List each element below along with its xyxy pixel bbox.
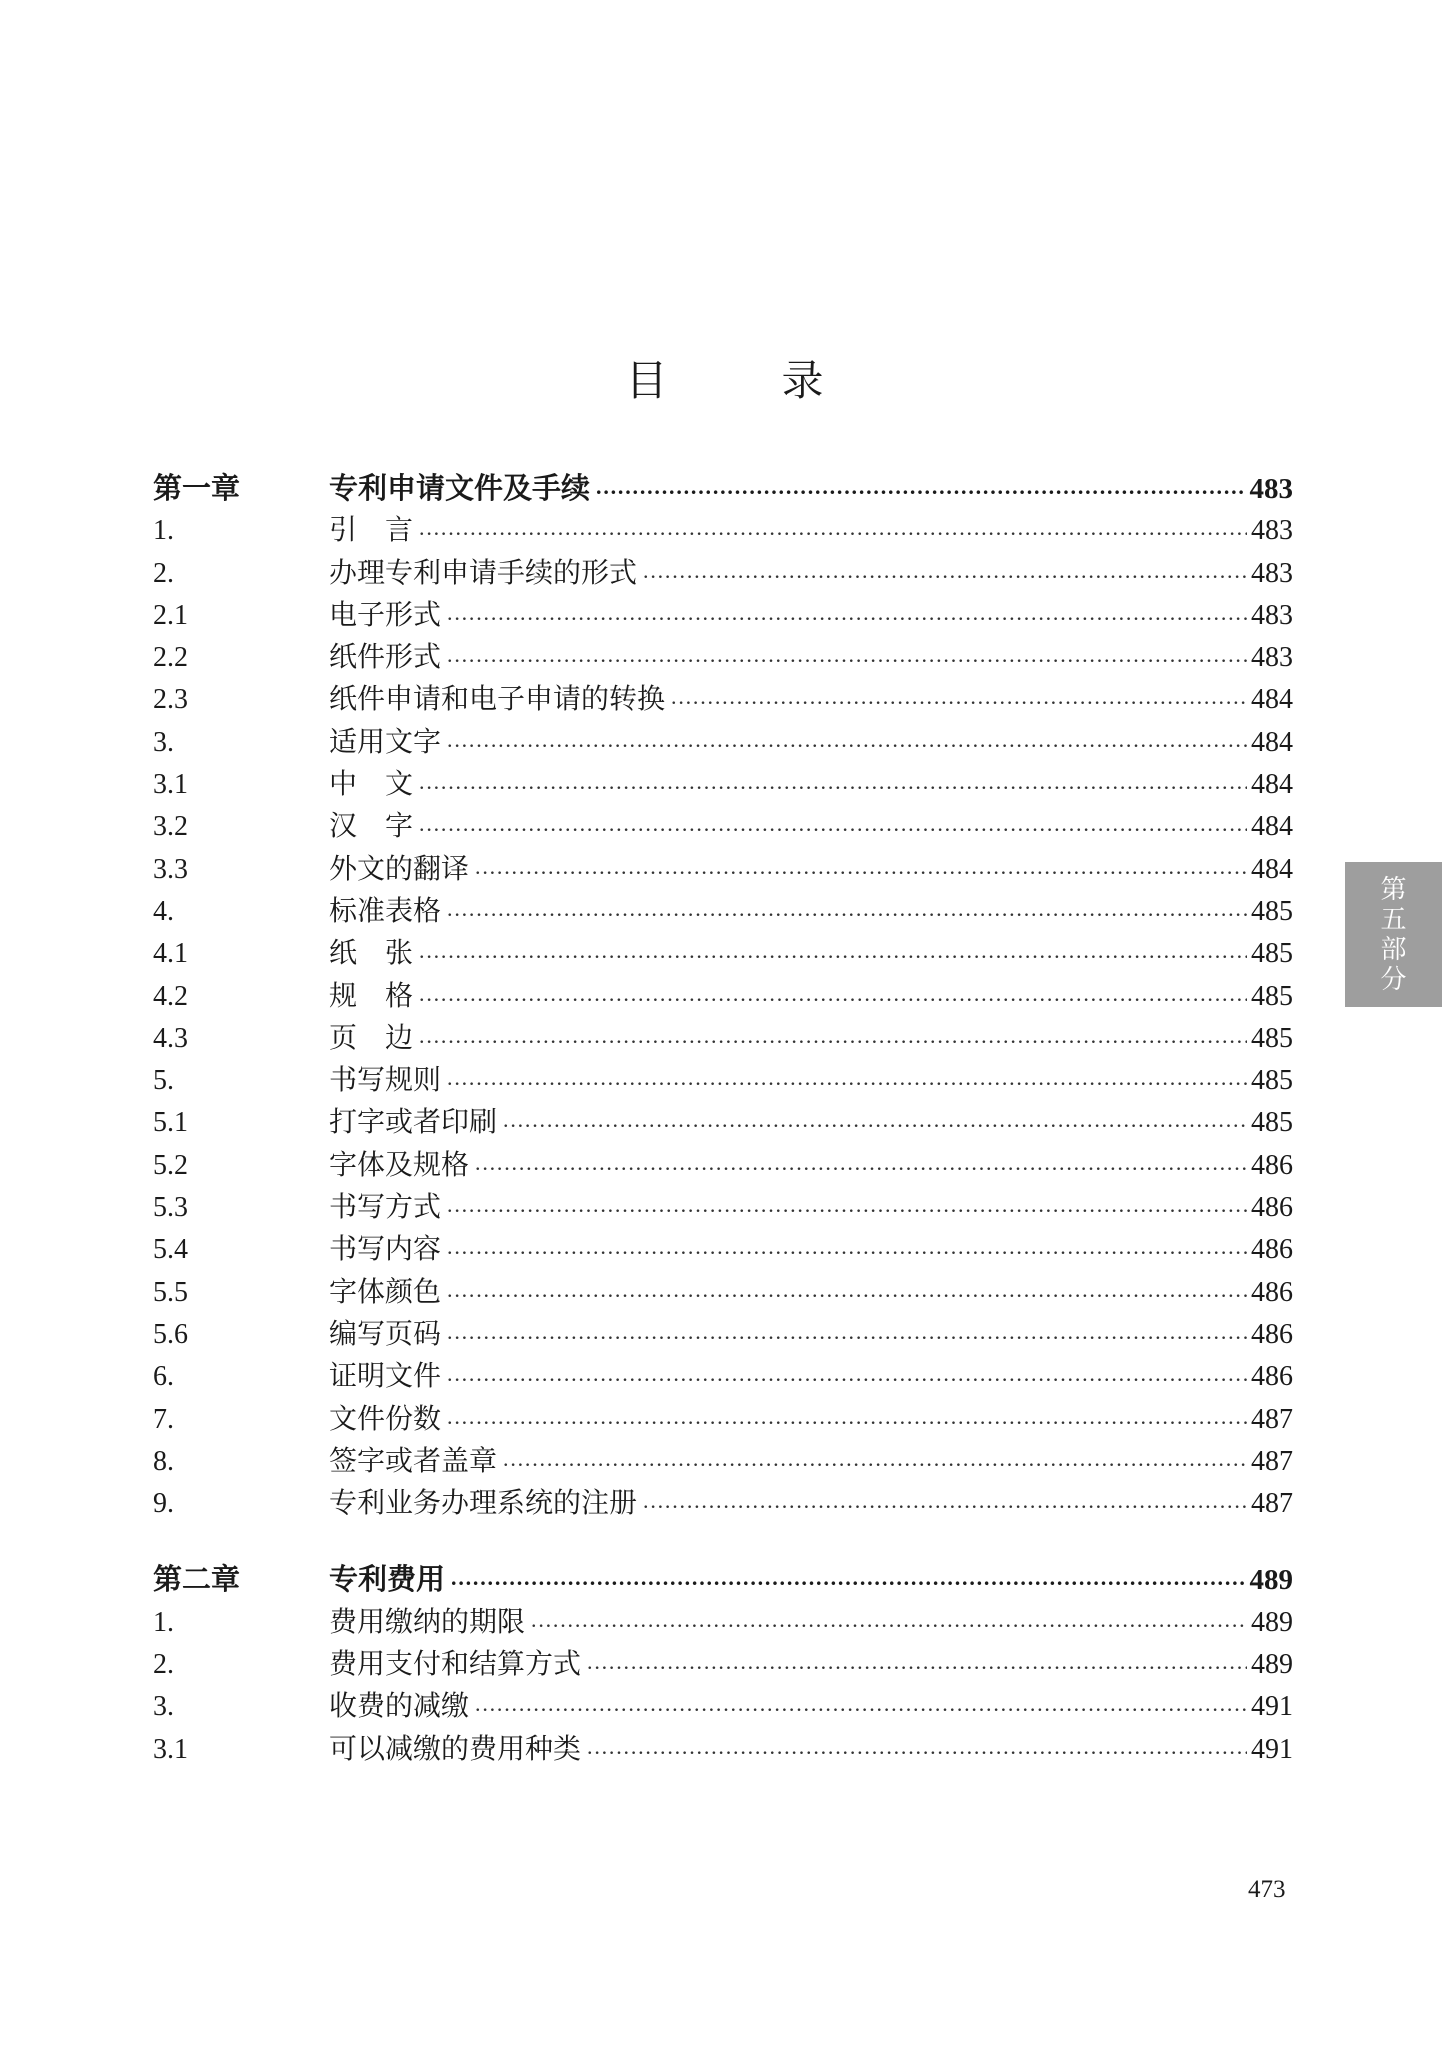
toc-entry-row xyxy=(153,1644,1293,1686)
toc-entry-row xyxy=(153,1686,1293,1728)
entry-page-number: 485 xyxy=(1251,1065,1293,1097)
entry-page-number: 486 xyxy=(1251,1361,1293,1393)
entry-number: 5.5 xyxy=(153,1276,188,1308)
dot-leader xyxy=(643,1484,1247,1512)
dot-leader xyxy=(419,1019,1247,1047)
entry-page-number: 486 xyxy=(1251,1234,1293,1266)
toc-entry-row xyxy=(153,1314,1293,1356)
dot-leader xyxy=(447,596,1247,624)
entry-title: 书写规则 xyxy=(329,1065,442,1097)
toc-entry-row xyxy=(153,722,1293,764)
entry-title: 字体颜色 xyxy=(329,1276,442,1308)
entry-page-number: 486 xyxy=(1251,1318,1293,1350)
entry-title: 书写内容 xyxy=(329,1234,442,1266)
entry-number: 5.6 xyxy=(153,1318,188,1350)
entry-title: 收费的减缴 xyxy=(329,1691,470,1723)
toc-entry-row xyxy=(153,764,1293,806)
entry-number: 3.3 xyxy=(153,853,188,885)
toc-entry-row xyxy=(153,806,1293,848)
dot-leader xyxy=(419,934,1247,962)
side-tab-char: 部 xyxy=(1380,934,1407,965)
dot-leader xyxy=(531,1603,1247,1631)
entry-page-number: 487 xyxy=(1251,1488,1293,1520)
entry-page-number: 485 xyxy=(1251,1107,1293,1139)
dot-leader xyxy=(419,977,1247,1005)
chapter-page-number: 489 xyxy=(1249,1564,1293,1597)
entry-number: 7. xyxy=(153,1403,174,1435)
table-of-contents xyxy=(153,468,1293,1805)
dot-leader xyxy=(447,1315,1247,1343)
entry-page-number: 484 xyxy=(1251,853,1293,885)
toc-entry-row xyxy=(153,1399,1293,1441)
dot-leader xyxy=(503,1103,1247,1131)
dot-leader xyxy=(447,1357,1247,1385)
dot-leader xyxy=(447,1188,1247,1216)
toc-entry-row xyxy=(153,595,1293,637)
entry-number: 3. xyxy=(153,1691,174,1723)
page-number: 473 xyxy=(1248,1876,1286,1903)
entry-number: 1. xyxy=(153,1606,174,1638)
entry-title: 打字或者印刷 xyxy=(329,1107,498,1139)
entry-page-number: 486 xyxy=(1251,1276,1293,1308)
entry-title: 纸件形式 xyxy=(329,642,442,674)
side-tab-char: 五 xyxy=(1380,904,1407,935)
toc-chapter-row xyxy=(153,468,1293,510)
entry-number: 3.1 xyxy=(153,1733,188,1765)
entry-number: 8. xyxy=(153,1445,174,1477)
dot-leader xyxy=(447,1230,1247,1258)
dot-leader xyxy=(503,1442,1247,1470)
entry-number: 2. xyxy=(153,1649,174,1681)
entry-number: 5.1 xyxy=(153,1107,188,1139)
entry-title: 证明文件 xyxy=(329,1361,442,1393)
toc-entry-row xyxy=(153,1602,1293,1644)
entry-number: 4.2 xyxy=(153,980,188,1012)
entry-page-number: 483 xyxy=(1251,515,1293,547)
entry-number: 5. xyxy=(153,1065,174,1097)
dot-leader xyxy=(447,892,1247,920)
dot-leader xyxy=(475,1687,1247,1715)
entry-number: 2.1 xyxy=(153,599,188,631)
entry-title: 页 边 xyxy=(329,1022,414,1054)
entry-page-number: 484 xyxy=(1251,684,1293,716)
toc-section xyxy=(153,468,1293,1525)
entry-page-number: 489 xyxy=(1251,1649,1293,1681)
entry-title: 规 格 xyxy=(329,980,414,1012)
entry-number: 3. xyxy=(153,726,174,758)
entry-title: 标准表格 xyxy=(329,895,442,927)
entry-number: 3.2 xyxy=(153,811,188,843)
section-side-tab xyxy=(1345,862,1442,1007)
dot-leader xyxy=(596,469,1245,498)
entry-number: 2.2 xyxy=(153,642,188,674)
entry-title: 纸 张 xyxy=(329,938,414,970)
entry-number: 3.1 xyxy=(153,769,188,801)
chapter-number: 第一章 xyxy=(153,473,241,505)
entry-number: 4. xyxy=(153,895,174,927)
toc-entry-row xyxy=(153,891,1293,933)
toc-entry-row xyxy=(153,1102,1293,1144)
toc-entry-row xyxy=(153,849,1293,891)
toc-entry-row xyxy=(153,976,1293,1018)
entry-page-number: 483 xyxy=(1251,557,1293,589)
entry-title: 书写方式 xyxy=(329,1192,442,1224)
entry-number: 5.3 xyxy=(153,1192,188,1224)
entry-title: 汉 字 xyxy=(329,811,414,843)
side-tab-char: 第 xyxy=(1380,874,1407,905)
entry-number: 4.1 xyxy=(153,938,188,970)
toc-entry-row xyxy=(153,1060,1293,1102)
entry-page-number: 484 xyxy=(1251,726,1293,758)
entry-page-number: 484 xyxy=(1251,769,1293,801)
toc-entry-row xyxy=(153,1187,1293,1229)
entry-title: 适用文字 xyxy=(329,726,442,758)
entry-page-number: 485 xyxy=(1251,980,1293,1012)
entry-number: 2.3 xyxy=(153,684,188,716)
toc-entry-row xyxy=(153,1272,1293,1314)
entry-number: 5.4 xyxy=(153,1234,188,1266)
entry-page-number: 489 xyxy=(1251,1606,1293,1638)
entry-title: 费用缴纳的期限 xyxy=(329,1606,526,1638)
entry-number: 5.2 xyxy=(153,1149,188,1181)
toc-entry-row xyxy=(153,553,1293,595)
entry-page-number: 486 xyxy=(1251,1192,1293,1224)
entry-number: 1. xyxy=(153,515,174,547)
dot-leader xyxy=(643,554,1247,582)
dot-leader xyxy=(447,1061,1247,1089)
entry-page-number: 485 xyxy=(1251,895,1293,927)
chapter-number: 第二章 xyxy=(153,1564,241,1597)
toc-entry-row xyxy=(153,1018,1293,1060)
entry-page-number: 485 xyxy=(1251,1022,1293,1054)
toc-chapter-row xyxy=(153,1559,1293,1601)
toc-entry-row xyxy=(153,510,1293,552)
entry-page-number: 486 xyxy=(1251,1149,1293,1181)
entry-title: 纸件申请和电子申请的转换 xyxy=(329,684,666,716)
toc-entry-row xyxy=(153,1729,1293,1771)
toc-entry-row xyxy=(153,679,1293,721)
entry-page-number: 485 xyxy=(1251,938,1293,970)
toc-entry-row xyxy=(153,1483,1293,1525)
dot-leader xyxy=(447,1400,1247,1428)
toc-entry-row xyxy=(153,933,1293,975)
entry-title: 专利业务办理系统的注册 xyxy=(329,1488,638,1520)
dot-leader xyxy=(447,723,1247,751)
entry-title: 签字或者盖章 xyxy=(329,1445,498,1477)
dot-leader xyxy=(419,511,1247,539)
chapter-title: 专利费用 xyxy=(329,1564,446,1597)
dot-leader xyxy=(451,1560,1245,1589)
entry-title: 中 文 xyxy=(329,769,414,801)
toc-entry-row xyxy=(153,637,1293,679)
entry-page-number: 484 xyxy=(1251,811,1293,843)
entry-number: 2. xyxy=(153,557,174,589)
chapter-page-number: 483 xyxy=(1249,473,1293,505)
entry-title: 可以减缴的费用种类 xyxy=(329,1733,582,1765)
entry-page-number: 483 xyxy=(1251,599,1293,631)
dot-leader xyxy=(671,680,1247,708)
dot-leader xyxy=(447,1273,1247,1301)
entry-page-number: 483 xyxy=(1251,642,1293,674)
entry-title: 文件份数 xyxy=(329,1403,442,1435)
entry-title: 编写页码 xyxy=(329,1318,442,1350)
entry-title: 引 言 xyxy=(329,515,414,547)
entry-page-number: 487 xyxy=(1251,1445,1293,1477)
entry-title: 电子形式 xyxy=(329,599,442,631)
entry-page-number: 491 xyxy=(1251,1691,1293,1723)
entry-title: 费用支付和结算方式 xyxy=(329,1649,582,1681)
entry-page-number: 487 xyxy=(1251,1403,1293,1435)
dot-leader xyxy=(587,1645,1247,1673)
entry-title: 字体及规格 xyxy=(329,1149,470,1181)
toc-section xyxy=(153,1559,1293,1770)
dot-leader xyxy=(587,1730,1247,1758)
side-tab-char: 分 xyxy=(1380,964,1407,995)
dot-leader xyxy=(447,638,1247,666)
toc-entry-row xyxy=(153,1356,1293,1398)
entry-page-number: 491 xyxy=(1251,1733,1293,1765)
entry-title: 办理专利申请手续的形式 xyxy=(329,557,638,589)
entry-title: 外文的翻译 xyxy=(329,853,470,885)
entry-number: 6. xyxy=(153,1361,174,1393)
chapter-title: 专利申请文件及手续 xyxy=(329,473,591,505)
dot-leader xyxy=(419,807,1247,835)
dot-leader xyxy=(475,1146,1247,1174)
toc-entry-row xyxy=(153,1229,1293,1271)
entry-number: 4.3 xyxy=(153,1022,188,1054)
toc-entry-row xyxy=(153,1441,1293,1483)
page-title: 目 录 xyxy=(625,359,860,405)
entry-number: 9. xyxy=(153,1488,174,1520)
toc-entry-row xyxy=(153,1145,1293,1187)
dot-leader xyxy=(419,765,1247,793)
dot-leader xyxy=(475,850,1247,878)
